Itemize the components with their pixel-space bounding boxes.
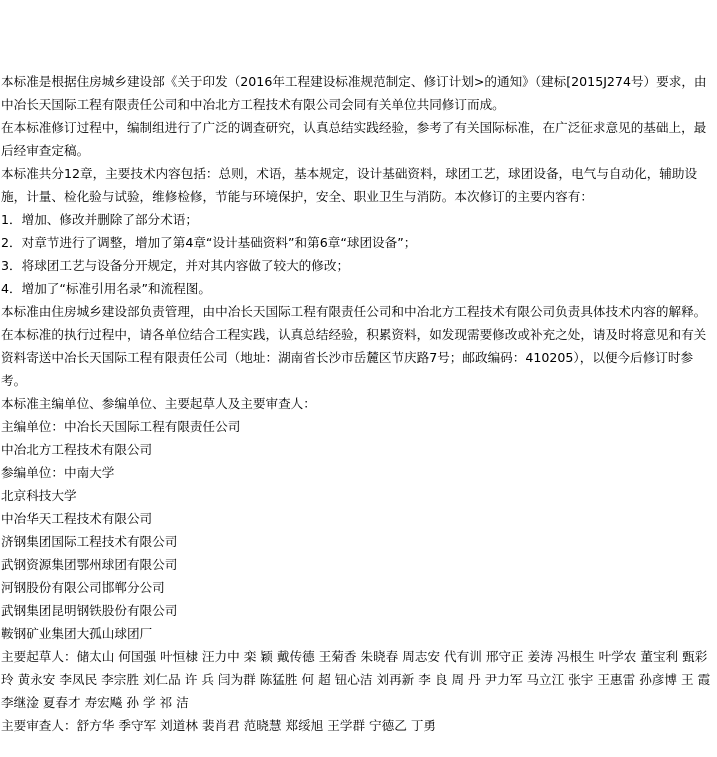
participating-unit-8: 鞍钢矿业集团大孤山球团厂 <box>1 626 153 641</box>
drafters-list: 主要起草人：储太山 何国强 叶恒棣 汪力中 栾 颖 戴传德 王菊香 朱晓春 周志安 代有训 邢守正 姜涛 冯根生 叶学农 董宝利 甄彩玲 黄永安 李凤民 李宗胜 刘仁品 许 兵 闫为群 陈猛胜 何 超 钮心洁 刘再新 李 良 周 丹 尹力军 马立江 张宇 王惠雷 孙彦博 王 霞 李继淦 夏春才 寿宏飚 孙 学 祁 洁 <box>1 649 711 710</box>
document-body <box>0 70 717 737</box>
revision-process-paragraph: 在本标准修订过程中，编制组进行了广泛的调查研究，认真总结实践经验，参考了有关国际标准，在广泛征求意见的基础上，最后经审查定稿。 <box>1 120 707 158</box>
units-heading: 本标准主编单位、参编单位、主要起草人及主要审查人： <box>1 396 316 411</box>
participating-unit-6: 河钢股份有限公司邯郸分公司 <box>1 580 165 595</box>
participating-unit-1: 参编单位：中南大学 <box>1 465 115 480</box>
intro-paragraph: 本标准是根据住房城乡建设部《关于印发（2016年工程建设标准规范制定、修订计划>的通知》（建标[2015J274号）要求，由中冶长天国际工程有限责任公司和中冶北方工程技术有限公司会同有关单位共同修订而成。 <box>1 74 707 112</box>
reviewers-list: 主要审查人：舒方华 季守军 刘道林 裴肖君 范晓慧 郑绥旭 王学群 宁德乙 丁勇 <box>1 718 437 733</box>
contents-paragraph: 本标准共分12章，主要技术内容包括：总则，术语，基本规定，设计基础资料，球团工艺，球团设备，电气与自动化，辅助设施，计量、检化验与试验，维修检修，节能与环境保护，安全、职业卫生与消防。本次修订的主要内容有： <box>1 166 698 204</box>
participating-unit-5: 武钢资源集团鄂州球团有限公司 <box>1 557 178 572</box>
revision-item-3: 3．将球团工艺与设备分开规定，并对其内容做了较大的修改； <box>1 258 350 273</box>
revision-item-4: 4．增加了“标准引用名录”和流程图。 <box>1 281 211 296</box>
chief-unit-1: 主编单位：中冶长天国际工程有限责任公司 <box>1 419 241 434</box>
participating-unit-2: 北京科技大学 <box>1 488 77 503</box>
participating-unit-7: 武钢集团昆明钢铁股份有限公司 <box>1 603 178 618</box>
participating-unit-3: 中冶华天工程技术有限公司 <box>1 511 153 526</box>
revision-item-2: 2．对章节进行了调整，增加了第4章“设计基础资料”和第6章“球团设备”； <box>1 235 417 250</box>
revision-item-1: 1．增加、修改并删除了部分术语； <box>1 212 198 227</box>
management-paragraph: 本标准由住房城乡建设部负责管理，由中冶长天国际工程有限责任公司和中冶北方工程技术有限公司负责具体技术内容的解释。在本标准的执行过程中，请各单位结合工程实践，认真总结经验，积累资料，如发现需要修改或补充之处，请及时将意见和有关资料寄送中冶长天国际工程有限责任公司（地址：湖南省长沙市岳麓区节庆路7号；邮政编码：410205），以便今后修订时参考。 <box>1 304 707 388</box>
participating-unit-4: 济钢集团国际工程技术有限公司 <box>1 534 178 549</box>
chief-unit-2: 中冶北方工程技术有限公司 <box>1 442 153 457</box>
